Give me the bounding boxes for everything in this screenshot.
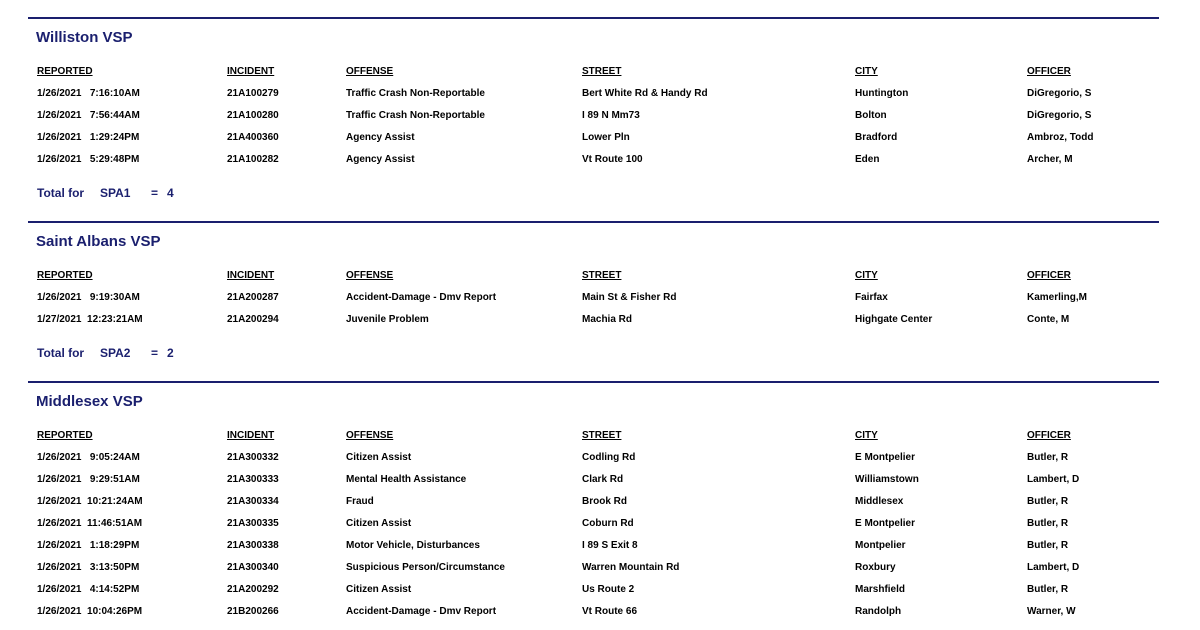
cell-offense: Suspicious Person/Circumstance bbox=[346, 562, 505, 573]
table-row bbox=[0, 88, 1200, 102]
total-label: Total for bbox=[37, 186, 85, 200]
cell-offense: Mental Health Assistance bbox=[346, 474, 467, 485]
cell-street: Coburn Rd bbox=[582, 518, 634, 529]
cell-reported: 1/26/2021 7:16:10AM bbox=[37, 88, 140, 99]
table-row bbox=[0, 292, 1200, 306]
cell-officer: Conte, M bbox=[1027, 314, 1070, 325]
cell-street: Clark Rd bbox=[582, 474, 624, 485]
header-incident: INCIDENT bbox=[227, 270, 275, 281]
table-row bbox=[0, 496, 1200, 510]
section-divider bbox=[28, 221, 1159, 223]
cell-street: Vt Route 100 bbox=[582, 154, 643, 165]
cell-officer: DiGregorio, S bbox=[1027, 88, 1092, 99]
cell-city: E Montpelier bbox=[855, 518, 916, 529]
cell-incident: 21B200266 bbox=[227, 606, 279, 617]
column-header-row bbox=[0, 430, 1200, 444]
cell-offense: Citizen Assist bbox=[346, 518, 412, 529]
cell-officer: Butler, R bbox=[1027, 540, 1069, 551]
cell-street: I 89 N Mm73 bbox=[582, 110, 640, 121]
table-row bbox=[0, 562, 1200, 576]
cell-incident: 21A300332 bbox=[227, 452, 279, 463]
table-row bbox=[0, 154, 1200, 168]
section-divider bbox=[28, 17, 1159, 19]
total-code: SPA2 bbox=[100, 346, 131, 360]
cell-reported: 1/27/2021 12:23:21AM bbox=[37, 314, 143, 325]
cell-reported: 1/26/2021 9:19:30AM bbox=[37, 292, 140, 303]
cell-officer: Butler, R bbox=[1027, 518, 1069, 529]
cell-city: Bradford bbox=[855, 132, 898, 143]
header-offense: OFFENSE bbox=[346, 270, 394, 281]
header-offense: OFFENSE bbox=[346, 430, 394, 441]
cell-reported: 1/26/2021 4:14:52PM bbox=[37, 584, 140, 595]
cell-reported: 1/26/2021 10:21:24AM bbox=[37, 496, 143, 507]
table-row bbox=[0, 584, 1200, 598]
cell-reported: 1/26/2021 9:05:24AM bbox=[37, 452, 140, 463]
cell-officer: DiGregorio, S bbox=[1027, 110, 1092, 121]
cell-offense: Agency Assist bbox=[346, 154, 415, 165]
cell-street: I 89 S Exit 8 bbox=[582, 540, 638, 551]
cell-city: Williamstown bbox=[855, 474, 919, 485]
cell-officer: Ambroz, Todd bbox=[1027, 132, 1094, 143]
header-city: CITY bbox=[855, 430, 878, 441]
cell-street: Machia Rd bbox=[582, 314, 633, 325]
cell-offense: Motor Vehicle, Disturbances bbox=[346, 540, 480, 551]
total-code: SPA1 bbox=[100, 186, 131, 200]
cell-incident: 21A200294 bbox=[227, 314, 279, 325]
table-row bbox=[0, 452, 1200, 466]
cell-offense: Agency Assist bbox=[346, 132, 415, 143]
total-count: 2 bbox=[167, 346, 174, 360]
header-reported: REPORTED bbox=[37, 66, 93, 77]
header-officer: OFFICER bbox=[1027, 66, 1071, 77]
cell-incident: 21A100279 bbox=[227, 88, 279, 99]
cell-street: Main St & Fisher Rd bbox=[582, 292, 677, 303]
column-header-row bbox=[0, 270, 1200, 284]
cell-offense: Accident-Damage - Dmv Report bbox=[346, 606, 497, 617]
cell-reported: 1/26/2021 11:46:51AM bbox=[37, 518, 143, 529]
station-title: Middlesex VSP bbox=[36, 393, 143, 410]
cell-incident: 21A200292 bbox=[227, 584, 279, 595]
cell-street: Brook Rd bbox=[582, 496, 627, 507]
cell-offense: Juvenile Problem bbox=[346, 314, 429, 325]
cell-incident: 21A300334 bbox=[227, 496, 279, 507]
cell-incident: 21A100282 bbox=[227, 154, 279, 165]
cell-officer: Butler, R bbox=[1027, 496, 1069, 507]
cell-officer: Warner, W bbox=[1027, 606, 1076, 617]
cell-offense: Fraud bbox=[346, 496, 374, 507]
total-equals: = bbox=[151, 346, 159, 360]
cell-incident: 21A300335 bbox=[227, 518, 279, 529]
cell-officer: Lambert, D bbox=[1027, 474, 1080, 485]
section-total bbox=[37, 346, 437, 362]
total-equals: = bbox=[151, 186, 159, 200]
station-title: Williston VSP bbox=[36, 29, 133, 46]
column-header-row bbox=[0, 66, 1200, 80]
cell-reported: 1/26/2021 1:18:29PM bbox=[37, 540, 140, 551]
cell-offense: Traffic Crash Non-Reportable bbox=[346, 110, 485, 121]
cell-incident: 21A300333 bbox=[227, 474, 279, 485]
cell-city: Fairfax bbox=[855, 292, 888, 303]
cell-offense: Accident-Damage - Dmv Report bbox=[346, 292, 497, 303]
header-street: STREET bbox=[582, 430, 622, 441]
header-street: STREET bbox=[582, 66, 622, 77]
section-divider bbox=[28, 381, 1159, 383]
table-row bbox=[0, 474, 1200, 488]
header-officer: OFFICER bbox=[1027, 430, 1071, 441]
cell-incident: 21A300338 bbox=[227, 540, 279, 551]
cell-city: Eden bbox=[855, 154, 880, 165]
cell-officer: Butler, R bbox=[1027, 452, 1069, 463]
cell-officer: Archer, M bbox=[1027, 154, 1073, 165]
header-reported: REPORTED bbox=[37, 430, 93, 441]
cell-offense: Citizen Assist bbox=[346, 584, 412, 595]
cell-city: Roxbury bbox=[855, 562, 896, 573]
table-row bbox=[0, 314, 1200, 328]
header-incident: INCIDENT bbox=[227, 66, 275, 77]
header-reported: REPORTED bbox=[37, 270, 93, 281]
cell-reported: 1/26/2021 10:04:26PM bbox=[37, 606, 143, 617]
table-row bbox=[0, 606, 1200, 620]
header-city: CITY bbox=[855, 270, 878, 281]
cell-incident: 21A100280 bbox=[227, 110, 279, 121]
cell-city: Marshfield bbox=[855, 584, 906, 595]
cell-city: Randolph bbox=[855, 606, 902, 617]
station-title: Saint Albans VSP bbox=[36, 233, 161, 250]
header-officer: OFFICER bbox=[1027, 270, 1071, 281]
cell-city: Middlesex bbox=[855, 496, 904, 507]
cell-city: Bolton bbox=[855, 110, 887, 121]
total-count: 4 bbox=[167, 186, 174, 200]
cell-reported: 1/26/2021 7:56:44AM bbox=[37, 110, 140, 121]
cell-city: E Montpelier bbox=[855, 452, 916, 463]
cell-incident: 21A300340 bbox=[227, 562, 279, 573]
cell-street: Us Route 2 bbox=[582, 584, 635, 595]
cell-street: Vt Route 66 bbox=[582, 606, 638, 617]
cell-street: Warren Mountain Rd bbox=[582, 562, 680, 573]
cell-reported: 1/26/2021 9:29:51AM bbox=[37, 474, 140, 485]
cell-city: Huntington bbox=[855, 88, 909, 99]
cell-incident: 21A200287 bbox=[227, 292, 279, 303]
total-label: Total for bbox=[37, 346, 85, 360]
header-offense: OFFENSE bbox=[346, 66, 394, 77]
cell-officer: Kamerling,M bbox=[1027, 292, 1088, 303]
cell-offense: Traffic Crash Non-Reportable bbox=[346, 88, 485, 99]
cell-officer: Lambert, D bbox=[1027, 562, 1080, 573]
cell-city: Highgate Center bbox=[855, 314, 933, 325]
table-row bbox=[0, 110, 1200, 124]
header-city: CITY bbox=[855, 66, 878, 77]
header-incident: INCIDENT bbox=[227, 430, 275, 441]
cell-reported: 1/26/2021 3:13:50PM bbox=[37, 562, 140, 573]
cell-city: Montpelier bbox=[855, 540, 906, 551]
cell-officer: Butler, R bbox=[1027, 584, 1069, 595]
cell-street: Bert White Rd & Handy Rd bbox=[582, 88, 708, 99]
cell-street: Lower Pln bbox=[582, 132, 630, 143]
cell-reported: 1/26/2021 5:29:48PM bbox=[37, 154, 140, 165]
cell-incident: 21A400360 bbox=[227, 132, 279, 143]
table-row bbox=[0, 518, 1200, 532]
cell-street: Codling Rd bbox=[582, 452, 636, 463]
table-row bbox=[0, 540, 1200, 554]
cell-reported: 1/26/2021 1:29:24PM bbox=[37, 132, 140, 143]
table-row bbox=[0, 132, 1200, 146]
section-total bbox=[37, 186, 437, 202]
header-street: STREET bbox=[582, 270, 622, 281]
cell-offense: Citizen Assist bbox=[346, 452, 412, 463]
